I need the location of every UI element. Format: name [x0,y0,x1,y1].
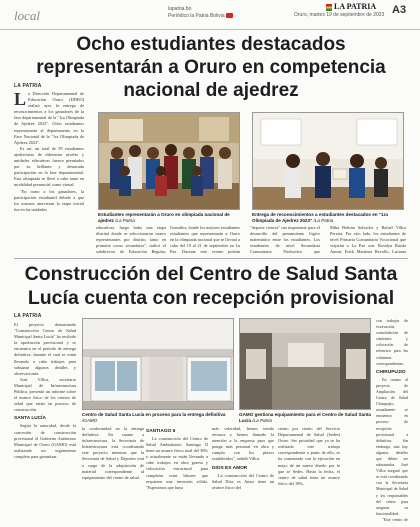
section-divider [14,258,408,259]
story2-subhead: CHIRUPUJIO [376,369,406,375]
story2-column-1 [14,322,76,522]
students-photo-art [99,113,240,210]
exterior-photo-art [83,319,234,410]
youtube-icon[interactable] [226,13,233,18]
story1-paragraph: Mika Beltrán Salvador y Rafael Villca Pereira. Por otro lado, los estudiantes de nivel Primaria Comunitaria Vocacional que viajarán a La Paz son: Rosalyn Rueda Amurí, Erick Martínez Revollo, Luciana [330,225,406,255]
story2-column-4 [212,426,274,524]
caption-credit: /GAMO [82,418,98,423]
story1-paragraph: educativas, luego hubo una etapa distrital donde se seleccionaron cuatro representantes por distrito, tanto en primaria como secundaria", indicó el subdirector de Educación Regular, [96,225,166,255]
masthead [0,0,420,30]
story1-column-5 [330,225,406,255]
interior-photo-art [240,319,371,410]
dropcap: L [14,91,27,109]
caption-text: Entrega de reconocimientos a estudiantes destacados en "1ra Olimpiada de Ajedrez 2023" [252,212,388,223]
photo-health-center-interior [239,318,371,410]
story2-paragraph: con trabajos de excavación, consolidación de cimientos y colocación de refuerzos para las columnas correspondientes. [376,318,408,366]
story2-paragraph: "Este centro de [382,516,408,522]
story2-caption-2 [239,412,371,424]
story1-caption-2 [252,212,404,224]
story1-paragraph: Es así, un total de 59 estudiantes ajedrecistas de diferentes niveles y unidades educativas fueron premiados por su brillante y destacada participación en la fase departamental. Esta olimpiada se llevó a cabo tanto en modalidad presencial como virtual. [14,145,84,188]
caption-text: Estudiantes representarán a Oruro en olimpiada nacional de ajedrez [98,212,230,223]
story2-subhead: SANTA LUCÍA [14,416,46,422]
story1-column-1 [14,91,84,253]
story1-column-3 [170,225,240,255]
story2-column-2 [82,426,144,524]
story2-paragraph: José Villca, secretario Municipal de Infraestructura Pública, presentó un informe sobre el avance físico de los centros de salud que están en proceso de construcción. [14,376,76,413]
story2-paragraph: ciento por ciento del Servicio Departamental de Salud (Sedes) Oruro. Ser prioridad que ya se ha realizado este trabajo correspondiente a partir de ello, se ha comenzado con la ejecución en mayo de un nuevo diseño por lo que se Sedes. Hasta la fecha, el centro de salud tiene un avance físico del 18%, [278,426,340,486]
story2-subhead: DIOS ES AMOR [212,465,248,471]
story2-kicker: LA PATRIA [14,313,42,319]
caption-text: Centro de Salud Santa Lucía en proceso para la entrega definitiva [82,412,226,417]
story1-headline: Ocho estudiantes destacados representarán a Oruro en competencia nacional de ajedrez [36,34,386,101]
brand-website[interactable]: lapatria.bo [168,6,192,12]
story2-paragraph: Según la autoridad, desde la concesión de construcción provisional el Gobierno Autónomo Municipal de Oruro (GAMO) está realizando un seguimiento completo para garantizar [14,423,76,459]
story2-paragraph: la conformidad en la entrega definitiva. En cuanto a infraestructura, la Secretaría de Infraestructura está coordinando este proyecto mientras que la Secretaría de Salud y Deportes está a cargo de la adquisición de material correspondiente al equipamiento del centro de salud. [82,426,144,480]
caption-credit: /La Patria [115,218,135,223]
story2-paragraph: más celeridad, hemos tenido retrasos y hemos llamado la atención a la empresa para que ponga más personal en obra y cumpla con los plazos establecidos", señaló Villca. [212,426,274,462]
story1-paragraph: a Dirección Departamental de Educación Oruro (DDEO) realizó ayer la entrega de reconocimientos a los ganadores de la fase departamental de la "1ra Olimpiada de Ajedrez 2023". Ocho estudiantes representarán al departamento en la Fase Nacional de la "1ra Olimpiada de Ajedrez 2023". [14,91,84,145]
story1-paragraph: "En torno a los ganadores, la participación estudiantil debido a que los mismos atraviesan la etapa inicial fue en las unidades [14,188,84,212]
story2-paragraph: En cuanto al proyecto de Ampliación del Centro de Salud Chirupujio, actualmente se encuentra en proceso de recepción provisional a definitiva. Sin embargo, aún hay algunos detalles que deben ser subsanados. José Villca aseguró que se está coordinando con la Secretaría Municipal de Salud y los responsables del centro para asegurar su funcionalidad. [376,376,408,516]
brand-block [168,6,258,20]
story1-paragraph: "deporte ciencia" tan importante para el desarrollo del pensamiento lógico matemático entre los estudiantes. Los estudiantes de nivel Secundaria Comunitaria Productiva que [250,225,320,255]
ceremony-photo-art [253,113,404,210]
photo-health-center-exterior [82,318,234,410]
caption-text: GAMO gestiona equipamiento para el Centro de Salud Santa Lucía [239,412,371,423]
section-label: local [14,8,40,23]
flag-icon [326,4,332,11]
brand-social[interactable]: Periódico la Patria Bolivia [168,13,225,19]
story2-column-6 [376,318,408,524]
story2-column-3 [146,426,208,524]
story2-column-5 [278,426,340,524]
story2-headline: Construcción del Centro de Salud Santa Lucía cuenta con recepción provisional [24,263,398,309]
story1-kicker: LA PATRIA [14,83,42,89]
story2-paragraph: El proyecto denominado "Construcción Centro de Salud Municipal Santa Lucía" ha recibido la aprobación provisional y se encuentra en el periodo de entrega definitiva, durante el cual se están llevando a cabo trabajos para subsanar algunos detalles y observaciones. [14,322,76,376]
logo-text: LA PATRIA [334,2,377,11]
story2-paragraph: La construcción del Centro de Salud Ambulatorio Santiago II tiene un avance físico total del 30% y actualmente se están llevando a cabo trabajos en obra gruesa y colocación estructural para completar estas labores que requieren una inversión sólida. "Esperamos que haya [146,436,208,490]
newspaper-logo [326,2,376,11]
story2-paragraph: La construcción del Centro de Salud Dios es Amor tiene un avance físico del [212,472,274,490]
issue-date: Oruro, martes 19 de septiembre de 2023 [294,12,385,18]
story1-caption-1 [98,212,240,224]
story1-column-2 [96,225,166,255]
photo-students-group [98,112,240,210]
story2-caption-1 [82,412,234,424]
story1-column-4 [250,225,320,255]
photo-award-ceremony [252,112,404,210]
story2-subhead: SANTIAGO II [146,429,176,434]
story1-paragraph: González, donde los mejores estudiantes estudiantes que representarán a Oruro en la olimpiada nacional que se llevará a cabo del 19 al 21 de septiembre en La Paz. Durante este evento podrán [170,225,240,255]
caption-credit: /La Patria [252,418,272,423]
caption-credit: /La Patria [313,218,334,223]
page-number: A3 [392,4,407,16]
